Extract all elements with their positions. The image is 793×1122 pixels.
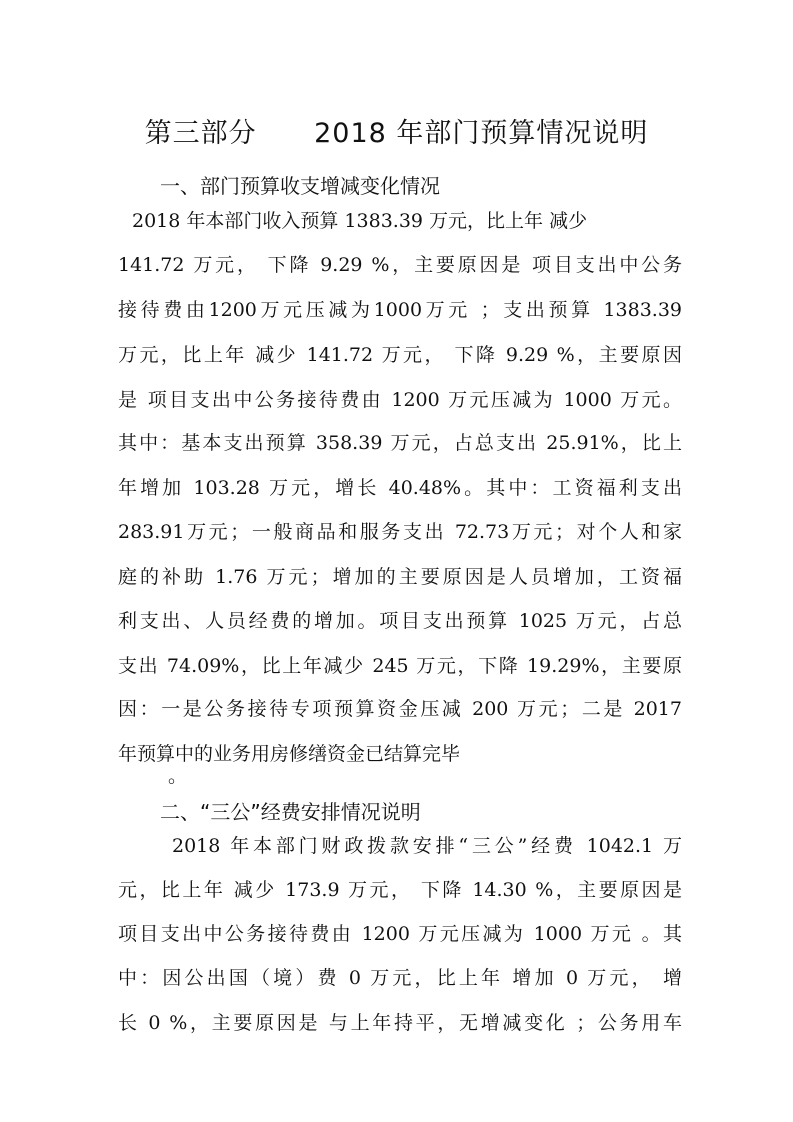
paragraph-line: 利支出、人员经费的增加。项目支出预算 1025 万元，占总 <box>118 610 682 632</box>
paragraph-line: 庭的补助 1.76 万元；增加的主要原因是人员增加，工资福 <box>118 566 682 588</box>
paragraph-line: 141.72 万元， 下降 9.29 %，主要原因是 项目支出中公务 <box>118 254 682 276</box>
paragraph-line: 其中：基本支出预算 358.39 万元，占总支出 25.91%，比上 <box>118 432 682 454</box>
paragraph-line: 支出 74.09%，比上年减少 245 万元，下降 19.29%，主要原 <box>118 655 682 677</box>
page-title: 第三部分 2018 年部门预算情况说明 <box>144 118 649 149</box>
paragraph-line: 因：一是公务接待专项预算资金压减 200 万元；二是 2017 <box>118 698 682 720</box>
paragraph-line: 。 <box>168 765 188 787</box>
paragraph-line: 接待费由1200万元压减为1000万元 ；支出预算 1383.39 <box>118 299 682 321</box>
paragraph-line: 项目支出中公务接待费由 1200 万元压减为 1000 万元 。其 <box>118 923 682 945</box>
paragraph-line: 中：因公出国（境）费 0 万元，比上年 增加 0 万元， 增 <box>118 967 682 989</box>
paragraph-line: 2018 年本部门财政拨款安排“三公”经费 1042.1 万 <box>172 835 682 857</box>
paragraph-line: 是 项目支出中公务接待费由 1200 万元压减为 1000 万元。 <box>118 389 682 411</box>
paragraph-line: 年预算中的业务用房修缮资金已结算完毕 <box>118 743 461 765</box>
paragraph-line: 长 0 %，主要原因是 与上年持平，无增减变化 ；公务用车 <box>118 1012 682 1034</box>
section-heading-budget-changes: 一、部门预算收支增减变化情况 <box>160 174 440 198</box>
paragraph-line: 年增加 103.28 万元，增长 40.48%。其中：工资福利支出 <box>118 477 682 499</box>
section-heading-three-public-expenses: 二、“三公”经费安排情况说明 <box>160 800 421 824</box>
paragraph-line: 2018 年本部门收入预算 1383.39 万元，比上年 减少 <box>132 210 588 232</box>
paragraph-line: 万元，比上年 减少 141.72 万元， 下降 9.29 %，主要原因 <box>118 344 682 366</box>
paragraph-line: 283.91万元；一般商品和服务支出 72.73万元；对个人和家 <box>118 521 682 543</box>
paragraph-line: 元，比上年 减少 173.9 万元， 下降 14.30 %，主要原因是 <box>118 879 682 901</box>
